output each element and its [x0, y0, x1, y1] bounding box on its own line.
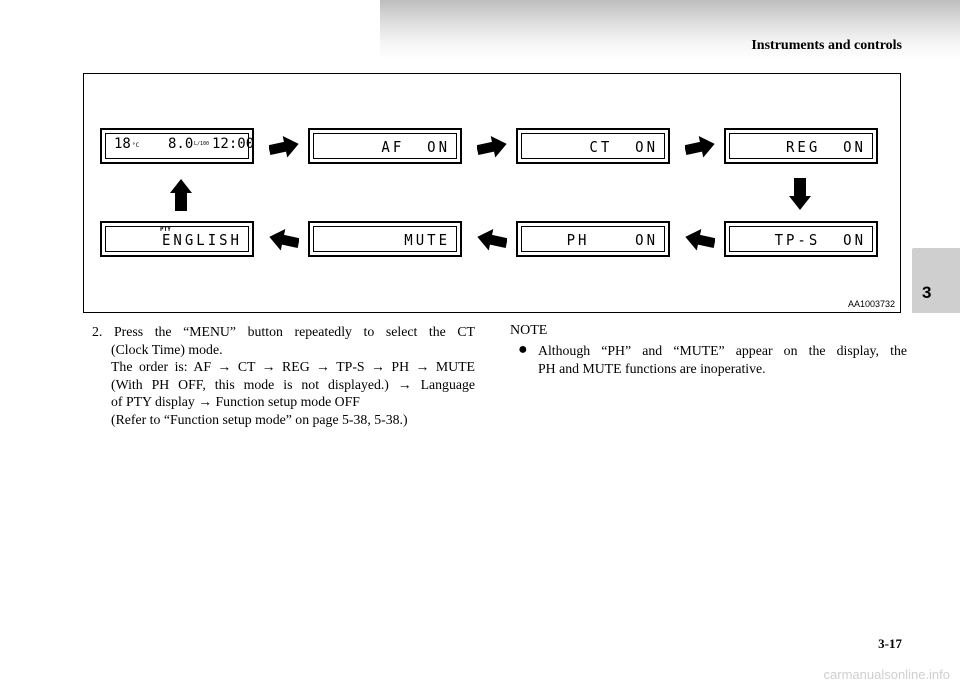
lcd-text: CT ON — [589, 139, 658, 157]
chapter-tab-number: 3 — [922, 283, 932, 302]
arrow-right-icon — [269, 136, 299, 158]
lcd-text: MUTE — [404, 232, 450, 250]
section-title: Instruments and controls — [751, 38, 902, 53]
arrow-left-icon — [685, 229, 715, 251]
arrow-right-icon — [685, 136, 715, 158]
lcd-display-ph — [516, 221, 670, 257]
lcd-text: TP-S ON — [774, 232, 866, 250]
lcd-status-readout — [108, 136, 255, 156]
note-heading: NOTE — [510, 323, 548, 338]
figure-id: AA1003732 — [847, 299, 895, 309]
arrow-left-icon — [269, 229, 299, 251]
step-line: 2. Press the “MENU” button repeatedly to select the CT — [92, 324, 475, 339]
step-line: (Clock Time) mode. — [111, 341, 223, 357]
lcd-text: ENGLISH — [161, 232, 242, 250]
arrow-right-icon — [477, 136, 507, 158]
watermark: carmanualsonline.info — [823, 667, 950, 682]
lcd-display-english — [100, 221, 254, 257]
lcd-text: REG ON — [785, 139, 866, 157]
lcd-display-reg — [724, 128, 878, 164]
note-line: Although “PH” and “MUTE” appear on the display, the — [538, 343, 907, 358]
status-temp: 18 — [114, 136, 131, 152]
status-fuel-unit: L/100 — [194, 141, 210, 147]
lcd-text: AF ON — [381, 139, 450, 157]
status-fuel: 8.0 — [168, 136, 194, 152]
lcd-display-af — [308, 128, 462, 164]
pty-badge: PTY — [160, 226, 171, 233]
lcd-display-ct — [516, 128, 670, 164]
step-line: (Refer to “Function setup mode” on page 5-38, 5-38.) — [111, 411, 408, 427]
display-sequence-figure — [83, 73, 901, 313]
procedure-step — [92, 323, 475, 429]
bullet-icon: ● — [518, 341, 528, 358]
lcd-display-mute — [308, 221, 462, 257]
lcd-display-status — [100, 128, 254, 164]
chapter-tab — [912, 248, 960, 313]
status-time: 12:00 — [212, 136, 255, 152]
page-number: 3-17 — [878, 636, 902, 651]
step-line: (With PH OFF, this mode is not displayed.) → Language — [111, 376, 475, 392]
note-body — [518, 342, 907, 377]
lcd-display-tps — [724, 221, 878, 257]
note-line: PH and MUTE functions are inoperative. — [538, 360, 766, 376]
arrow-left-icon — [477, 229, 507, 251]
step-line: The order is: AF → CT → REG → TP-S → PH → MUTE — [111, 359, 475, 375]
lcd-text: PH ON — [566, 232, 658, 250]
status-temp-unit: °C — [132, 142, 140, 149]
arrow-down-icon — [789, 178, 811, 210]
step-line: of PTY display → Function setup mode OFF — [111, 394, 360, 410]
arrow-up-icon — [170, 179, 192, 211]
